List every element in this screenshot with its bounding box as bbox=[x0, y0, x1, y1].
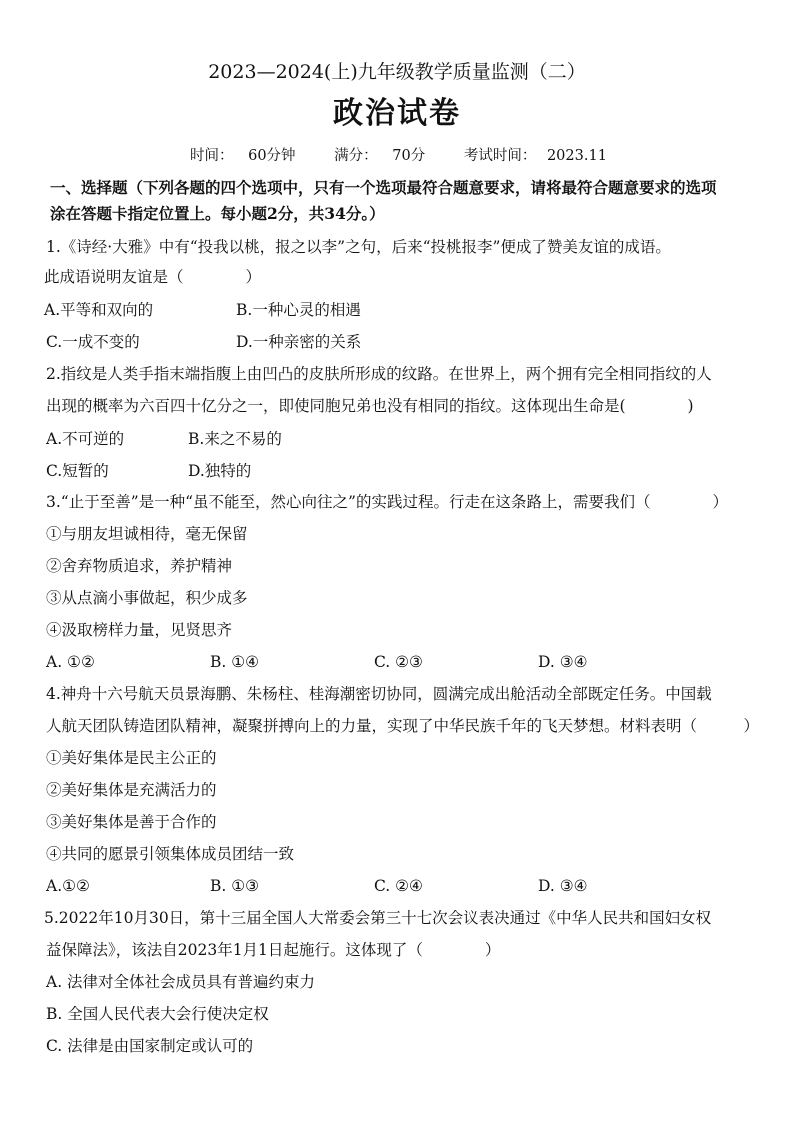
question-3-option-c: C. ②③ bbox=[374, 653, 423, 671]
question-3-stem-line1: 3.“止于至善”是一种“虽不能至，然心向往之”的实践过程。行走在这条路上，需要我们（ ） bbox=[46, 493, 728, 511]
question-4-options bbox=[46, 876, 588, 896]
question-3-option-a: A. ①② bbox=[46, 653, 95, 671]
time-label: 时间： bbox=[190, 148, 234, 164]
question-4-statement-2: ②美好集体是充满活力的 bbox=[46, 781, 217, 799]
exam-subject-title: 政治试卷 bbox=[333, 96, 461, 131]
question-3-statement-4: ④汲取榜样力量，见贤思齐 bbox=[46, 621, 233, 639]
question-2-stem-line1: 2.指纹是人类手指末端指腹上由凹凸的皮肤所形成的纹路。在世界上，两个拥有完全相同指纹的人 bbox=[46, 365, 712, 383]
question-4-option-d: D. ③④ bbox=[538, 877, 588, 895]
date-label: 考试时间： bbox=[463, 148, 537, 164]
question-4-option-a: A.①② bbox=[46, 877, 90, 895]
score-value: 70分 bbox=[392, 148, 426, 164]
question-2-options-row1 bbox=[46, 429, 282, 449]
question-1-option-a: A.平等和双向的 bbox=[44, 301, 154, 319]
question-5-option-a: A. 法律对全体社会成员具有普遍约束力 bbox=[46, 973, 316, 991]
question-1-option-c: C.一成不变的 bbox=[46, 333, 140, 351]
question-3-statement-3: ③从点滴小事做起，积少成多 bbox=[46, 589, 248, 607]
question-4-statement-1: ①美好集体是民主公正的 bbox=[46, 749, 217, 767]
score-label: 满分： bbox=[334, 148, 378, 164]
question-4-option-b: B. ①③ bbox=[210, 877, 260, 895]
question-1-stem-line1: 1.《诗经·大雅》中有“投我以桃，报之以李”之句，后来“投桃报李”便成了赞美友谊的成语。 bbox=[46, 238, 671, 256]
question-2-stem-line2: 出现的概率为六百四十亿分之一，即使同胞兄弟也没有相同的指纹。这体现出生命是( ) bbox=[46, 397, 694, 415]
question-4-option-c: C. ②④ bbox=[374, 877, 423, 895]
question-3-statement-2: ②舍弃物质追求，养护精神 bbox=[46, 557, 233, 575]
question-2-option-b: B.来之不易的 bbox=[188, 430, 282, 448]
section-instructions-line2: 涂在答题卡指定位置上。每小题2分，共34分。） bbox=[50, 204, 385, 223]
date-value: 2023.11 bbox=[546, 148, 607, 164]
question-2-option-c: C.短暂的 bbox=[46, 462, 109, 480]
question-1-option-b: B.一种心灵的相遇 bbox=[236, 301, 361, 319]
question-4-statement-4: ④共同的愿景引领集体成员团结一致 bbox=[46, 845, 295, 863]
question-1-option-d: D.一种亲密的关系 bbox=[236, 333, 362, 351]
question-3-statement-1: ①与朋友坦诚相待，毫无保留 bbox=[46, 525, 248, 543]
question-4-stem-line2: 人航天团队铸造团队精神，凝聚拼搏向上的力量，实现了中华民族千年的飞天梦想。材料表明（ ） bbox=[46, 717, 760, 735]
question-2-options-row2 bbox=[46, 461, 251, 481]
question-4-stem-line1: 4.神舟十六号航天员景海鹏、朱杨柱、桂海潮密切协同，圆满完成出舱活动全部既定任务。中国载 bbox=[46, 685, 712, 703]
question-3-option-d: D. ③④ bbox=[538, 653, 588, 671]
question-5-stem-line2: 益保障法》，该法自2023年1月1日起施行。这体现了（ ） bbox=[46, 941, 501, 959]
question-5-option-b: B. 全国人民代表大会行使决定权 bbox=[46, 1005, 269, 1023]
question-3-option-b: B. ①④ bbox=[210, 653, 260, 671]
exam-title: 2023—2024(上)九年级教学质量监测（二） bbox=[208, 61, 586, 83]
question-3-options bbox=[46, 652, 588, 672]
question-1-stem-line2: 此成语说明友谊是（ ） bbox=[44, 268, 262, 286]
question-1-options-row2 bbox=[46, 332, 361, 352]
question-4-statement-3: ③美好集体是善于合作的 bbox=[46, 813, 217, 831]
question-5-stem-line1: 5.2022年10月30日，第十三届全国人大常委会第三十七次会议表决通过《中华人民共和国妇女权 bbox=[44, 909, 712, 927]
time-value: 60分钟 bbox=[248, 148, 296, 164]
question-5-option-c: C. 法律是由国家制定或认可的 bbox=[46, 1037, 254, 1055]
question-2-option-a: A.不可逆的 bbox=[46, 430, 125, 448]
section-instructions-line1: 一、选择题（下列各题的四个选项中，只有一个选项最符合题意要求，请将最符合题意要求的选项 bbox=[50, 178, 717, 197]
exam-meta bbox=[190, 146, 607, 166]
question-1-options-row1 bbox=[44, 300, 361, 320]
question-2-option-d: D.独特的 bbox=[188, 462, 252, 480]
